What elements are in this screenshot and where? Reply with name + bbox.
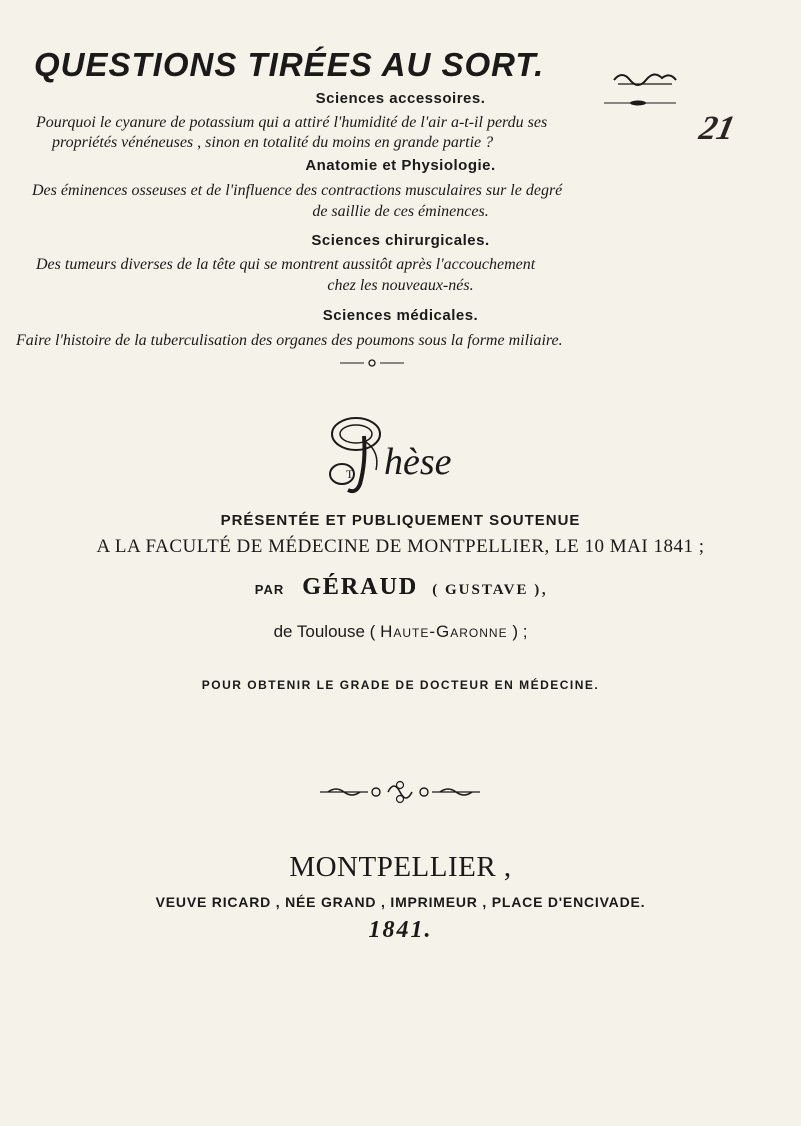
question-anatomie-line2: de saillie de ces éminences. [312,203,489,220]
faculty-line: A LA FACULTÉ DE MÉDECINE DE MONTPELLIER, LE 10 MAI 1841 ; [96,536,705,557]
imprint-printer: VEUVE RICARD , NÉE GRAND , IMPRIMEUR , PLACE D'ENCIVADE. [155,894,646,910]
handwritten-number: 21 [696,110,739,147]
ornament-flourish-icon [318,776,482,808]
origin-prefix: de Toulouse ( [273,622,376,641]
question-medicales-line1: Faire l'histoire de la tuberculisation des organes des poumons sous la forme miliaire. [16,332,563,349]
imprint-year: 1841. [368,917,433,943]
section-heading-anatomie: Anatomie et Physiologie. [305,157,496,174]
section-heading-accessoires: Sciences accessoires. [315,90,486,107]
author-first-suffix: , [541,577,547,599]
library-stamp-icon [612,68,678,88]
ornate-t-initial-icon [326,412,390,498]
question-chirurgicales-line1: Des tumeurs diverses de la tête qui se montrent aussitôt après l'accouchement [36,256,536,273]
question-accessoires-line2: propriétés vénéneuses , sinon en totalité du moins en grande partie ? [52,134,494,151]
these-heading [326,412,476,498]
par-label: PAR [254,582,285,597]
origin-region: Haute-Garonne [380,622,508,641]
divider-ornament-icon [340,359,404,367]
origin-line [0,622,801,642]
author-line [0,574,801,601]
question-chirurgicales-line2: chez les nouveaux-nés. [327,277,474,294]
presented-line: PRÉSENTÉE ET PUBLIQUEMENT SOUTENUE [220,512,581,529]
question-anatomie-line1: Des éminences osseuses et de l'influence des contractions musculaires sur le degré [32,182,563,199]
author-first-name: ( GUSTAVE ) [432,582,542,598]
section-heading-medicales: Sciences médicales. [322,307,479,324]
question-accessoires-line1: Pourquoi le cyanure de potassium qui a attiré l'humidité de l'air a-t-il perdu ses [36,114,548,131]
these-word: hèse [384,441,452,483]
page-title: QUESTIONS TIRÉES AU SORT. [34,46,545,83]
degree-line: POUR OBTENIR LE GRADE DE DOCTEUR EN MÉDECINE. [201,678,600,692]
section-heading-chirurgicales: Sciences chirurgicales. [311,232,490,249]
author-name: GÉRAUD [302,574,419,600]
imprint-city: MONTPELLIER , [289,851,512,883]
these-initial-letter: T [346,467,354,481]
origin-suffix: ) ; [512,622,528,641]
